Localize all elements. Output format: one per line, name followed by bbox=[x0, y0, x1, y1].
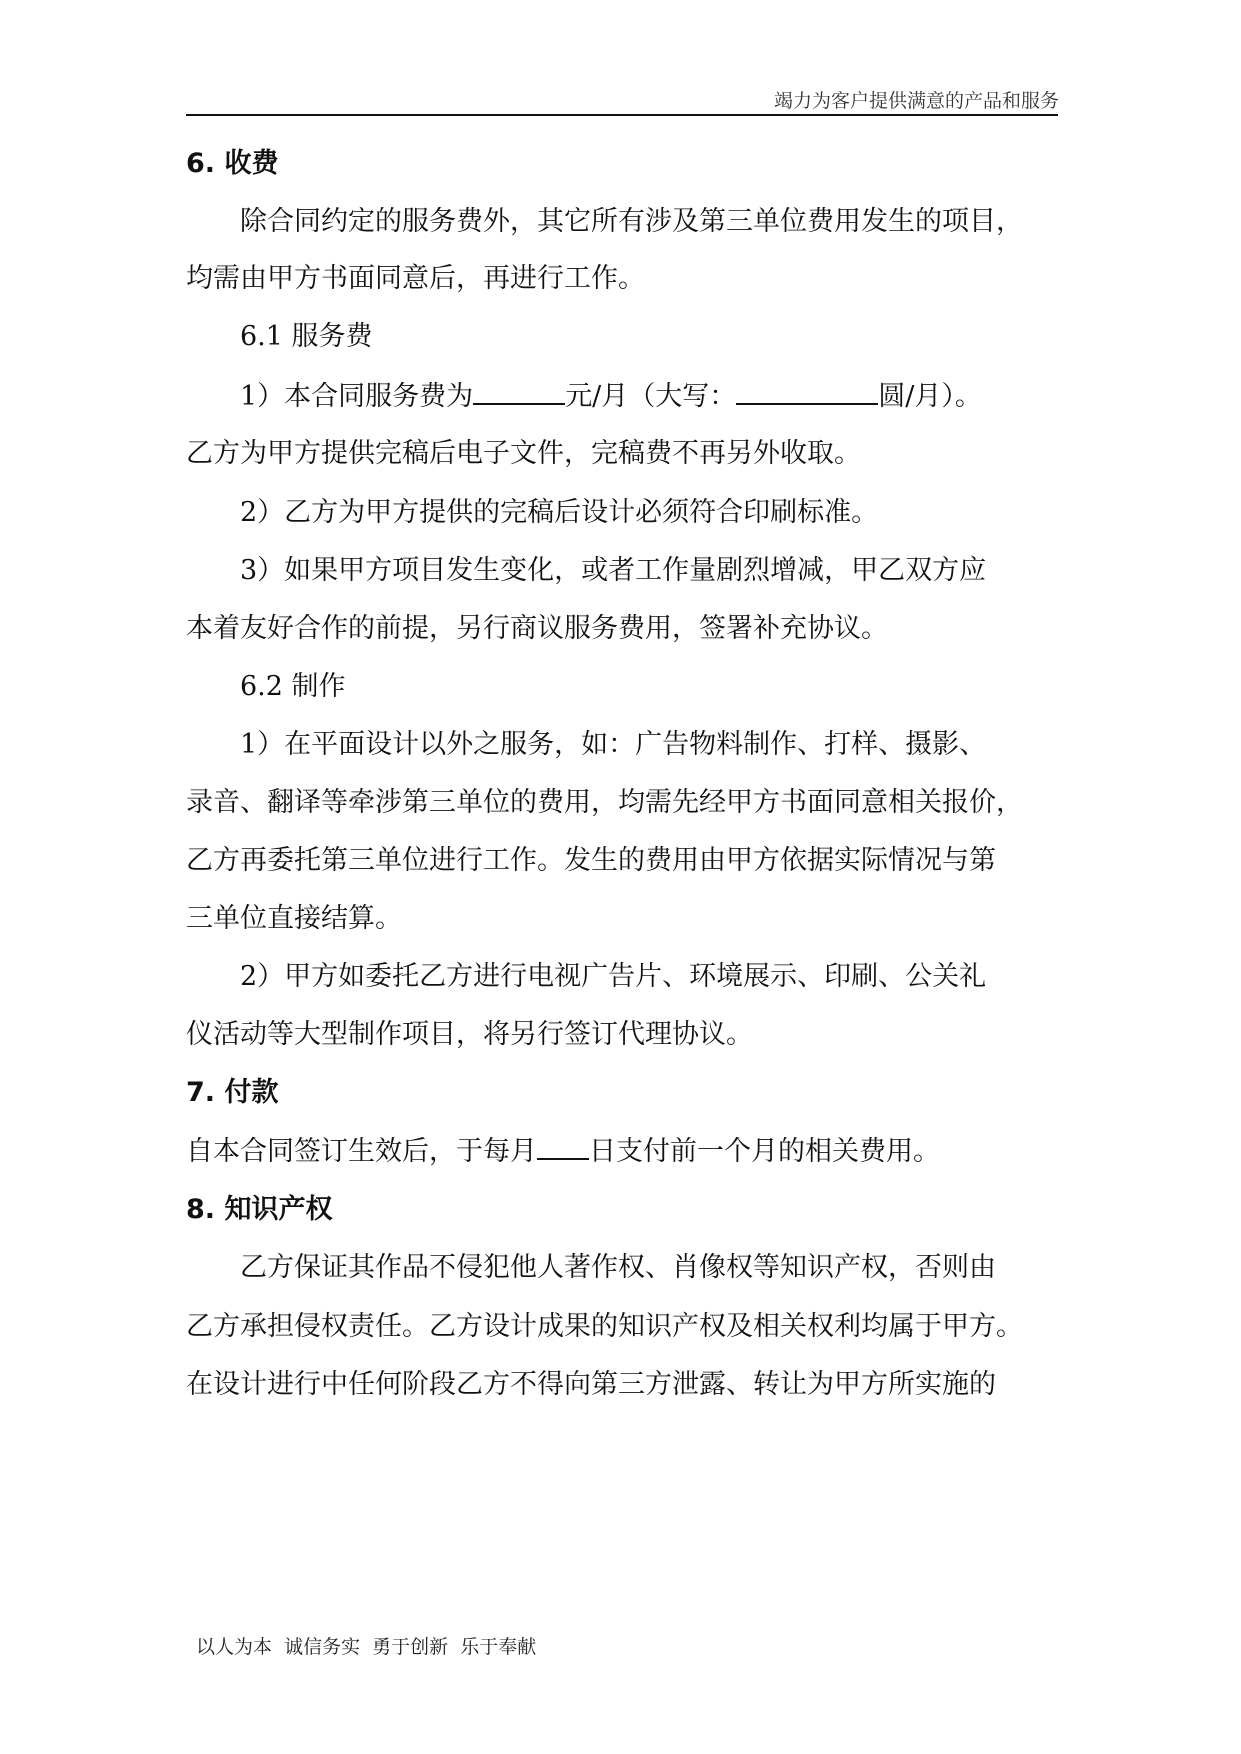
production-item-2-line-2: 仪活动等大型制作项目，将另行签订代理协议。 bbox=[186, 1019, 753, 1050]
production-item-2-line-1: 2）甲方如委托乙方进行电视广告片、环境展示、印刷、公关礼 bbox=[240, 961, 987, 992]
service-fee-text-a: 1）本合同服务费为 bbox=[240, 381, 474, 412]
payment-day-blank[interactable] bbox=[537, 1134, 589, 1160]
header-slogan: 竭力为客户提供满意的产品和服务 bbox=[773, 90, 1059, 112]
ip-clause-line-3: 在设计进行中任何阶段乙方不得向第三方泄露、转让为甲方所实施的 bbox=[186, 1369, 996, 1400]
header-divider bbox=[186, 114, 1058, 116]
monthly-fee-blank[interactable] bbox=[473, 379, 565, 405]
service-fee-text-b: 元/月（大写： bbox=[565, 381, 737, 412]
service-fee-item-2: 2）乙方为甲方提供的完稿后设计必须符合印刷标准。 bbox=[240, 497, 879, 528]
production-item-1-line-3: 乙方再委托第三单位进行工作。发生的费用由甲方依据实际情况与第 bbox=[186, 845, 996, 876]
subsection-6-1-title: 6.1 服务费 bbox=[240, 321, 373, 352]
section-8-heading: 8. 知识产权 bbox=[186, 1194, 333, 1225]
footer-motto: 以人为本 诚信务实 勇于创新 乐于奉献 bbox=[196, 1636, 537, 1658]
service-fee-item-1-line-2: 乙方为甲方提供完稿后电子文件，完稿费不再另外收取。 bbox=[186, 438, 861, 469]
production-item-1-line-4: 三单位直接结算。 bbox=[186, 903, 402, 934]
section-7-heading: 7. 付款 bbox=[186, 1077, 279, 1108]
section-6-heading: 6. 收费 bbox=[186, 148, 279, 179]
ip-clause-line-2: 乙方承担侵权责任。乙方设计成果的知识产权及相关权利均属于甲方。 bbox=[186, 1311, 1023, 1342]
production-item-1-line-1: 1）在平面设计以外之服务，如：广告物料制作、打样、摄影、 bbox=[240, 729, 987, 760]
service-fee-text-c: 圆/月）。 bbox=[878, 381, 982, 412]
production-item-1-line-2: 录音、翻译等牵涉第三单位的费用，均需先经甲方书面同意相关报价， bbox=[186, 787, 1023, 818]
payment-text-a: 自本合同签订生效后，于每月 bbox=[186, 1136, 537, 1167]
fee-in-words-blank[interactable] bbox=[736, 379, 878, 405]
payment-text-b: 日支付前一个月的相关费用。 bbox=[589, 1136, 940, 1167]
payment-clause bbox=[186, 1134, 940, 1169]
ip-clause-line-1: 乙方保证其作品不侵犯他人著作权、肖像权等知识产权，否则由 bbox=[240, 1252, 996, 1283]
section-6-intro-line-1: 除合同约定的服务费外，其它所有涉及第三单位费用发生的项目， bbox=[240, 206, 1023, 237]
subsection-6-2-title: 6.2 制作 bbox=[240, 671, 346, 702]
section-6-intro-line-2: 均需由甲方书面同意后，再进行工作。 bbox=[186, 263, 645, 294]
service-fee-item-3-line-2: 本着友好合作的前提，另行商议服务费用，签署补充协议。 bbox=[186, 613, 888, 644]
service-fee-item-3-line-1: 3）如果甲方项目发生变化，或者工作量剧烈增减，甲乙双方应 bbox=[240, 555, 987, 586]
service-fee-item-1 bbox=[240, 379, 982, 414]
